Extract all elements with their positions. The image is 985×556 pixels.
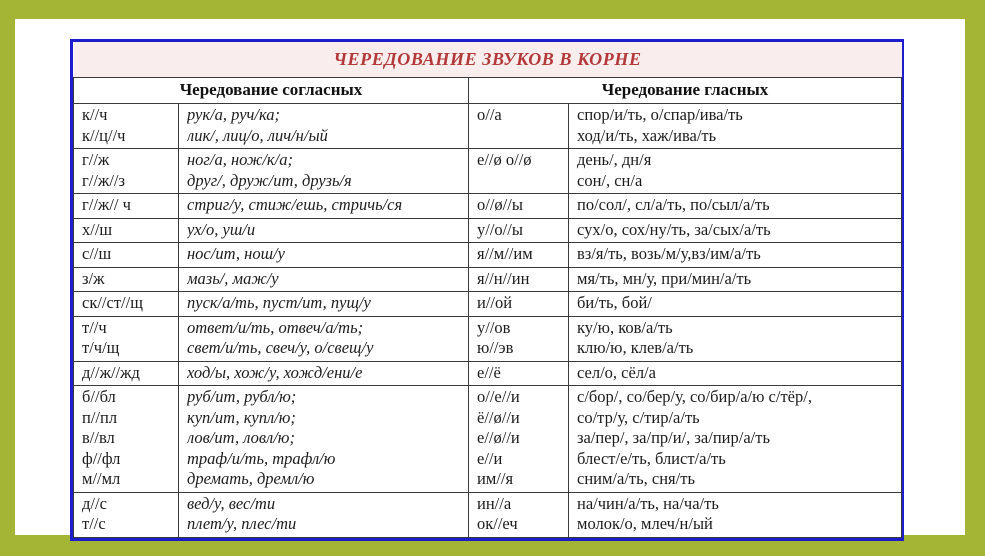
table-row: [74, 267, 902, 292]
consonant-pattern-cell: [74, 492, 179, 537]
cell-line: о//а: [477, 105, 502, 124]
cell-line: и//ой: [477, 293, 513, 312]
cell-line: спор/и/ть, о/спар/ива/ть: [577, 105, 743, 124]
cell-line: п//пл: [82, 407, 118, 427]
vowel-examples-cell: [569, 492, 902, 537]
cell-line: г//ж//з: [82, 170, 126, 190]
column-header-vowels: Чередование гласных: [469, 78, 902, 104]
cell-line: сним/а/ть, сня/ть: [577, 469, 695, 488]
alternation-table: [73, 42, 902, 538]
vowel-examples-cell: [569, 218, 902, 243]
consonant-pattern-cell: [74, 104, 179, 149]
table-row: [74, 243, 902, 268]
cell-line: я//м//им: [477, 244, 533, 263]
cell-line: пуск/а/ть, пуст/ит, пущ/у: [187, 293, 371, 312]
cell-line: т//с: [82, 514, 106, 533]
cell-line: лик/, лиц/о, лич/н/ый: [187, 125, 328, 145]
cell-line: м//мл: [82, 469, 121, 488]
table-row: [74, 361, 902, 386]
cell-line: ход/ы, хож/у, хожд/ени/е: [187, 362, 363, 382]
cell-line: день/, дн/я: [577, 150, 652, 169]
cell-line: д//с: [82, 493, 107, 513]
header-row: [74, 78, 902, 104]
vowel-pattern-cell: [469, 104, 569, 149]
consonant-pattern-cell: [74, 386, 179, 493]
cell-line: плет/у, плес/ти: [187, 514, 297, 533]
vowel-examples-cell: [569, 267, 902, 292]
cell-line: за/пер/, за/пр/и/, за/пир/а/ть: [577, 428, 770, 447]
consonant-examples-cell: [179, 492, 469, 537]
cell-line: рук/а, руч/ка;: [187, 105, 281, 124]
vowel-pattern-cell: [469, 194, 569, 219]
vowel-examples-cell: [569, 149, 902, 194]
consonant-pattern-cell: [74, 361, 179, 386]
table-row: [74, 149, 902, 194]
cell-line: я//н//ин: [477, 268, 530, 288]
consonant-examples-cell: [179, 218, 469, 243]
cell-line: мазь/, маж/у: [187, 268, 279, 288]
table-row: [74, 104, 902, 149]
cell-line: б//бл: [82, 387, 116, 406]
cell-line: к//ч: [82, 105, 108, 124]
table-row: [74, 492, 902, 537]
cell-line: ё//ø//и: [477, 407, 520, 427]
consonant-examples-cell: [179, 292, 469, 317]
table-row: [74, 316, 902, 361]
vowel-pattern-cell: [469, 243, 569, 268]
title-row: [74, 42, 902, 78]
cell-line: е//ø//и: [477, 428, 520, 447]
cell-line: ок//еч: [477, 514, 518, 533]
consonant-pattern-cell: [74, 194, 179, 219]
cell-line: у//ов: [477, 317, 511, 337]
consonant-examples-cell: [179, 149, 469, 194]
consonant-pattern-cell: [74, 292, 179, 317]
vowel-examples-cell: [569, 361, 902, 386]
cell-line: к//ц//ч: [82, 125, 126, 145]
cell-line: е//ё: [477, 362, 501, 382]
cell-line: дремать, дремл/ю: [187, 469, 315, 488]
consonant-examples-cell: [179, 243, 469, 268]
cell-line: куп/ит, купл/ю;: [187, 407, 296, 427]
cell-line: сух/о, сох/ну/ть, за/сых/а/ть: [577, 219, 771, 239]
alternation-table-frame: [70, 39, 904, 541]
vowel-pattern-cell: [469, 316, 569, 361]
cell-line: ног/а, нож/к/а;: [187, 150, 293, 169]
cell-line: по/сол/, сл/а/ть, по/сыл/а/ть: [577, 195, 770, 214]
consonant-pattern-cell: [74, 267, 179, 292]
cell-line: на/чин/а/ть, на/ча/ть: [577, 493, 719, 513]
vowel-examples-cell: [569, 243, 902, 268]
cell-line: г//ж: [82, 150, 110, 169]
vowel-pattern-cell: [469, 292, 569, 317]
cell-line: вед/у, вес/ти: [187, 493, 276, 513]
vowel-pattern-cell: [469, 386, 569, 493]
cell-line: ответ/и/ть, отвеч/а/ть;: [187, 317, 364, 337]
cell-line: ф//фл: [82, 448, 121, 468]
cell-line: блест/е/ть, блист/а/ть: [577, 448, 726, 468]
vowel-examples-cell: [569, 194, 902, 219]
cell-line: мя/ть, мн/у, при/мин/а/ть: [577, 268, 752, 288]
cell-line: е//и: [477, 448, 503, 468]
cell-line: у//о//ы: [477, 219, 523, 239]
cell-line: лов/ит, ловл/ю;: [187, 428, 295, 447]
cell-line: о//ø//ы: [477, 195, 523, 214]
cell-line: молок/о, млеч/н/ый: [577, 514, 713, 533]
consonant-pattern-cell: [74, 316, 179, 361]
cell-line: клю/ю, клев/а/ть: [577, 338, 694, 357]
cell-line: в//вл: [82, 428, 115, 447]
cell-line: стриг/у, стиж/ешь, стричь/ся: [187, 195, 403, 214]
consonant-examples-cell: [179, 316, 469, 361]
cell-line: со/тр/у, с/тир/а/ть: [577, 407, 700, 427]
cell-line: друг/, друж/ит, друзь/я: [187, 170, 352, 190]
cell-line: ин//а: [477, 493, 512, 513]
cell-line: сел/о, сёл/а: [577, 362, 656, 382]
cell-line: т//ч: [82, 317, 107, 337]
vowel-pattern-cell: [469, 267, 569, 292]
cell-line: би/ть, бой/: [577, 293, 652, 312]
vowel-pattern-cell: [469, 149, 569, 194]
cell-line: ку/ю, ков/а/ть: [577, 317, 673, 337]
table-row: [74, 292, 902, 317]
consonant-examples-cell: [179, 361, 469, 386]
cell-line: ух/о, уш/и: [187, 219, 256, 239]
vowel-pattern-cell: [469, 361, 569, 386]
cell-line: траф/и/ть, трафл/ю: [187, 448, 336, 468]
cell-line: им//я: [477, 469, 514, 488]
page-title: ЧЕРЕДОВАНИЕ ЗВУКОВ В КОРНЕ: [74, 42, 902, 78]
cell-line: х//ш: [82, 219, 113, 239]
cell-line: ю//эв: [477, 338, 514, 357]
cell-line: е//ø о//ø: [477, 150, 532, 169]
column-header-consonants: Чередование согласных: [74, 78, 469, 104]
cell-line: т/ч/щ: [82, 338, 120, 357]
vowel-examples-cell: [569, 292, 902, 317]
cell-line: вз/я/ть, возь/м/у,вз/им/а/ть: [577, 244, 761, 263]
cell-line: руб/ит, рубл/ю;: [187, 387, 297, 406]
cell-line: с//ш: [82, 244, 112, 263]
cell-line: г//ж// ч: [82, 195, 131, 214]
cell-line: д//ж//жд: [82, 362, 140, 382]
table-row: [74, 386, 902, 493]
table-body: [74, 104, 902, 538]
cell-line: с/бор/, со/бер/у, со/бир/а/ю с/тёр/,: [577, 387, 812, 406]
consonant-examples-cell: [179, 104, 469, 149]
consonant-pattern-cell: [74, 149, 179, 194]
consonant-examples-cell: [179, 386, 469, 493]
cell-line: нос/ит, нош/у: [187, 244, 285, 263]
consonant-examples-cell: [179, 194, 469, 219]
cell-line: з/ж: [82, 268, 105, 288]
table-row: [74, 218, 902, 243]
table-row: [74, 194, 902, 219]
cell-line: свет/и/ть, свеч/у, о/свещ/у: [187, 338, 374, 357]
vowel-examples-cell: [569, 104, 902, 149]
consonant-examples-cell: [179, 267, 469, 292]
vowel-examples-cell: [569, 386, 902, 493]
cell-line: ход/и/ть, хаж/ива/ть: [577, 125, 717, 145]
cell-line: о//е//и: [477, 387, 520, 406]
consonant-pattern-cell: [74, 243, 179, 268]
vowel-pattern-cell: [469, 218, 569, 243]
cell-line: ск//ст//щ: [82, 293, 143, 312]
cell-line: сон/, сн/а: [577, 170, 643, 190]
consonant-pattern-cell: [74, 218, 179, 243]
vowel-pattern-cell: [469, 492, 569, 537]
vowel-examples-cell: [569, 316, 902, 361]
